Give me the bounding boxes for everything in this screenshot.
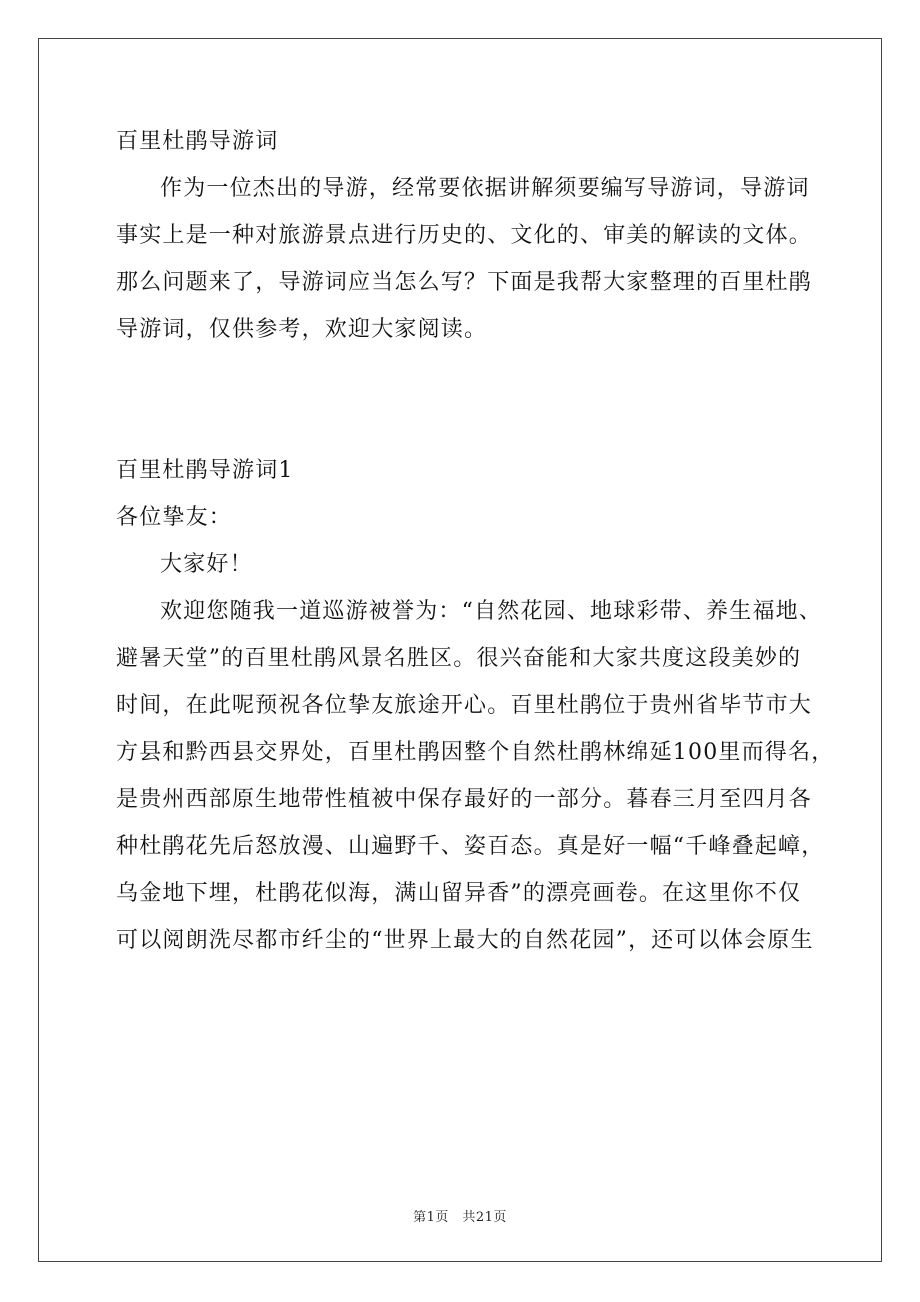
greeting: 大家好！: [160, 552, 253, 577]
body-line: 避暑天堂”的百里杜鹃风景名胜区。很兴奋能和大家共度这段美妙的: [116, 646, 802, 671]
intro-line: 事实上是一种对旅游景点进行历史的、文化的、审美的解读的文体。: [116, 223, 813, 248]
body-line: 可以阅朗洗尽都市纤尘的“世界上最大的自然花园”，还可以体会原生: [116, 928, 814, 953]
body-line: 时间，在此呢预祝各位挚友旅途开心。百里杜鹃位于贵州省毕节市大: [116, 693, 813, 718]
intro-line: 那么问题来了，导游词应当怎么写？下面是我帮大家整理的百里杜鹃: [116, 270, 813, 295]
intro-line: 导游词，仅供参考，欢迎大家阅读。: [116, 317, 488, 342]
document-title: 百里杜鹃导游词: [116, 129, 279, 154]
body-line: 方县和黔西县交界处，百里杜鹃因整个自然杜鹃林绵延100里而得名，: [116, 740, 835, 765]
intro-line: 作为一位杰出的导游，经常要依据讲解须要编写导游词，导游词: [160, 176, 810, 201]
body-line: 乌金地下埋，杜鹃花似海，满山留异香”的漂亮画卷。在这里你不仅: [116, 881, 802, 906]
body-line: 种杜鹃花先后怒放漫、山遍野千、姿百态。真是好一幅“千峰叠起嶂，: [116, 834, 825, 859]
page-number-footer: 第1页 共21页: [413, 1210, 507, 1225]
document-body: [116, 118, 835, 964]
section-heading: 百里杜鹃导游词1: [116, 458, 294, 483]
body-line: 欢迎您随我一道巡游被誉为：“自然花园、地球彩带、养生福地、: [160, 599, 823, 624]
salutation: 各位挚友：: [116, 505, 233, 530]
section-gap: [116, 353, 816, 447]
body-line: 是贵州西部原生地带性植被中保存最好的一部分。暮春三月至四月各: [116, 787, 813, 812]
